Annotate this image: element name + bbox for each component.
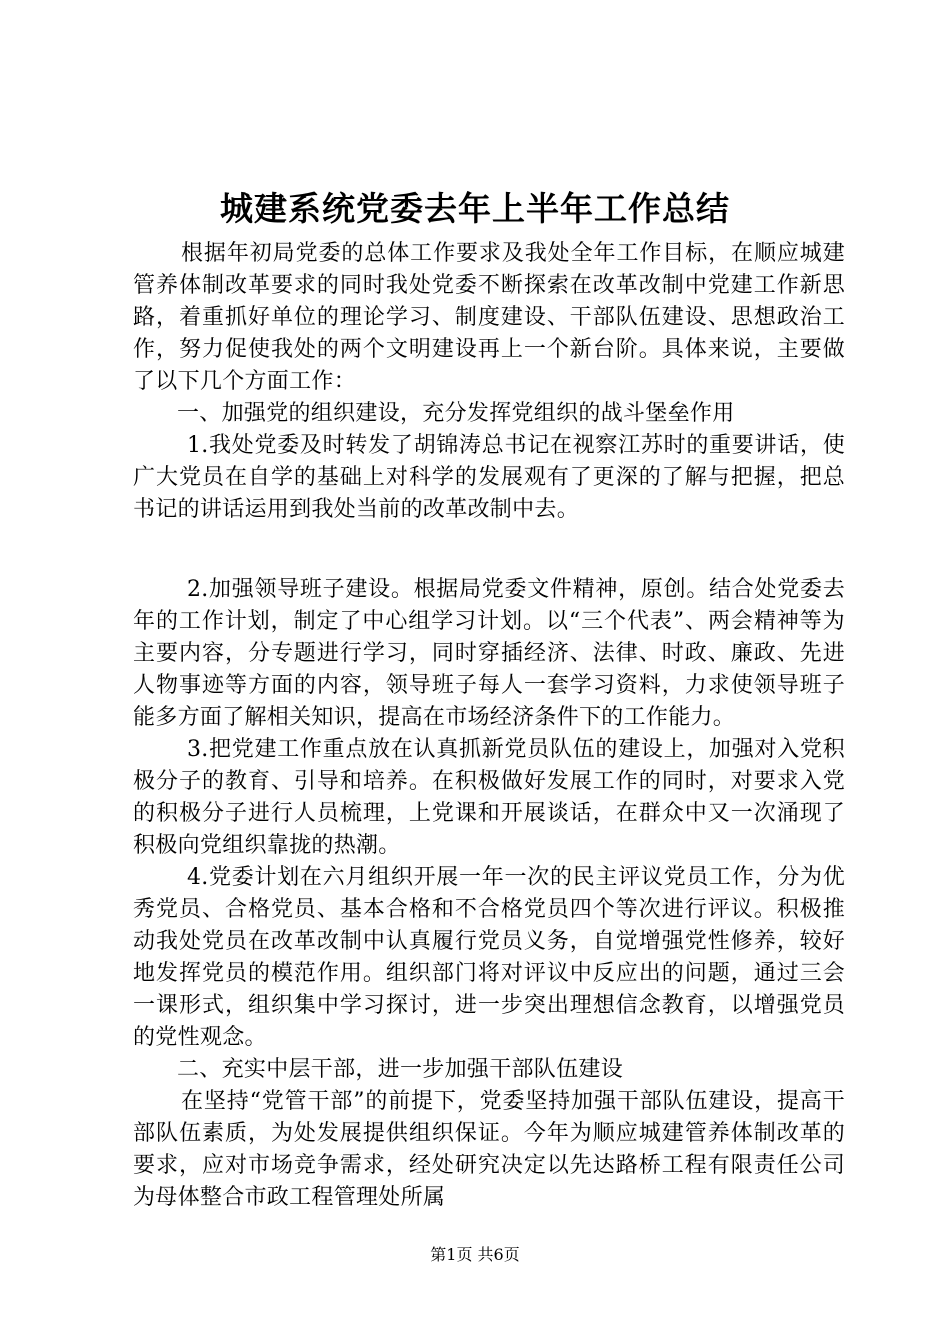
item-paragraph-3: 3.把党建工作重点放在认真抓新党员队伍的建设上，加强对入党积极分子的教育、引导和培养。在积极做好发展工作的同时，对要求入党的积极分子进行人员梳理，上党课和开展谈话，在群众中又一次涌现了积极向党组织靠拢的热潮。 bbox=[133, 737, 845, 858]
document-title: 城建系统党委去年上半年工作总结 bbox=[220, 189, 730, 228]
item-paragraph-4: 4.党委计划在六月组织开展一年一次的民主评议党员工作，分为优秀党员、合格党员、基本合格和不合格党员四个等次进行评议。积极推动我处党员在改革改制中认真履行党员义务，自觉增强党性修养，较好地发挥党员的模范作用。组织部门将对评议中反应出的问题，通过三会一课形式，组织集中学习探讨，进一步突出理想信念教育，以增强党员的党性观念。 bbox=[133, 865, 845, 1050]
item-paragraph-1: 1.我处党委及时转发了胡锦涛总书记在视察江苏时的重要讲话，使广大党员在自学的基础上对科学的发展观有了更深的了解与把握，把总书记的讲话运用到我处当前的改革改制中去。 bbox=[133, 433, 845, 522]
section-heading-1: 一、加强党的组织建设，充分发挥党组织的战斗堡垒作用 bbox=[177, 401, 735, 426]
page-footer: 第1页 共6页 bbox=[430, 1245, 520, 1264]
intro-paragraph: 根据年初局党委的总体工作要求及我处全年工作目标，在顺应城建管养体制改革要求的同时我处党委不断探索在改革改制中党建工作新思路，着重抓好单位的理论学习、制度建设、干部队伍建设、思想政治工作，努力促使我处的两个文明建设再上一个新台阶。具体来说，主要做了以下几个方面工作： bbox=[133, 241, 845, 394]
section-2-paragraph: 在坚持“党管干部”的前提下，党委坚持加强干部队伍建设，提高干部队伍素质，为处发展提供组织保证。今年为顺应城建管养体制改革的要求，应对市场竞争需求，经处研究决定以先达路桥工程有限责任公司为母体整合市政工程管理处所属 bbox=[133, 1089, 845, 1210]
section-heading-2: 二、充实中层干部，进一步加强干部队伍建设 bbox=[177, 1057, 624, 1082]
document-body bbox=[133, 238, 845, 1214]
paragraph-gap bbox=[133, 526, 845, 574]
item-paragraph-2: 2.加强领导班子建设。根据局党委文件精神，原创。结合处党委去年的工作计划，制定了中心组学习计划。以“三个代表”、两会精神等为主要内容，分专题进行学习，同时穿插经济、法律、时政、廉政、先进人物事迹等方面的内容，领导班子每人一套学习资料，力求使领导班子能多方面了解相关知识，提高在市场经济条件下的工作能力。 bbox=[133, 577, 845, 730]
